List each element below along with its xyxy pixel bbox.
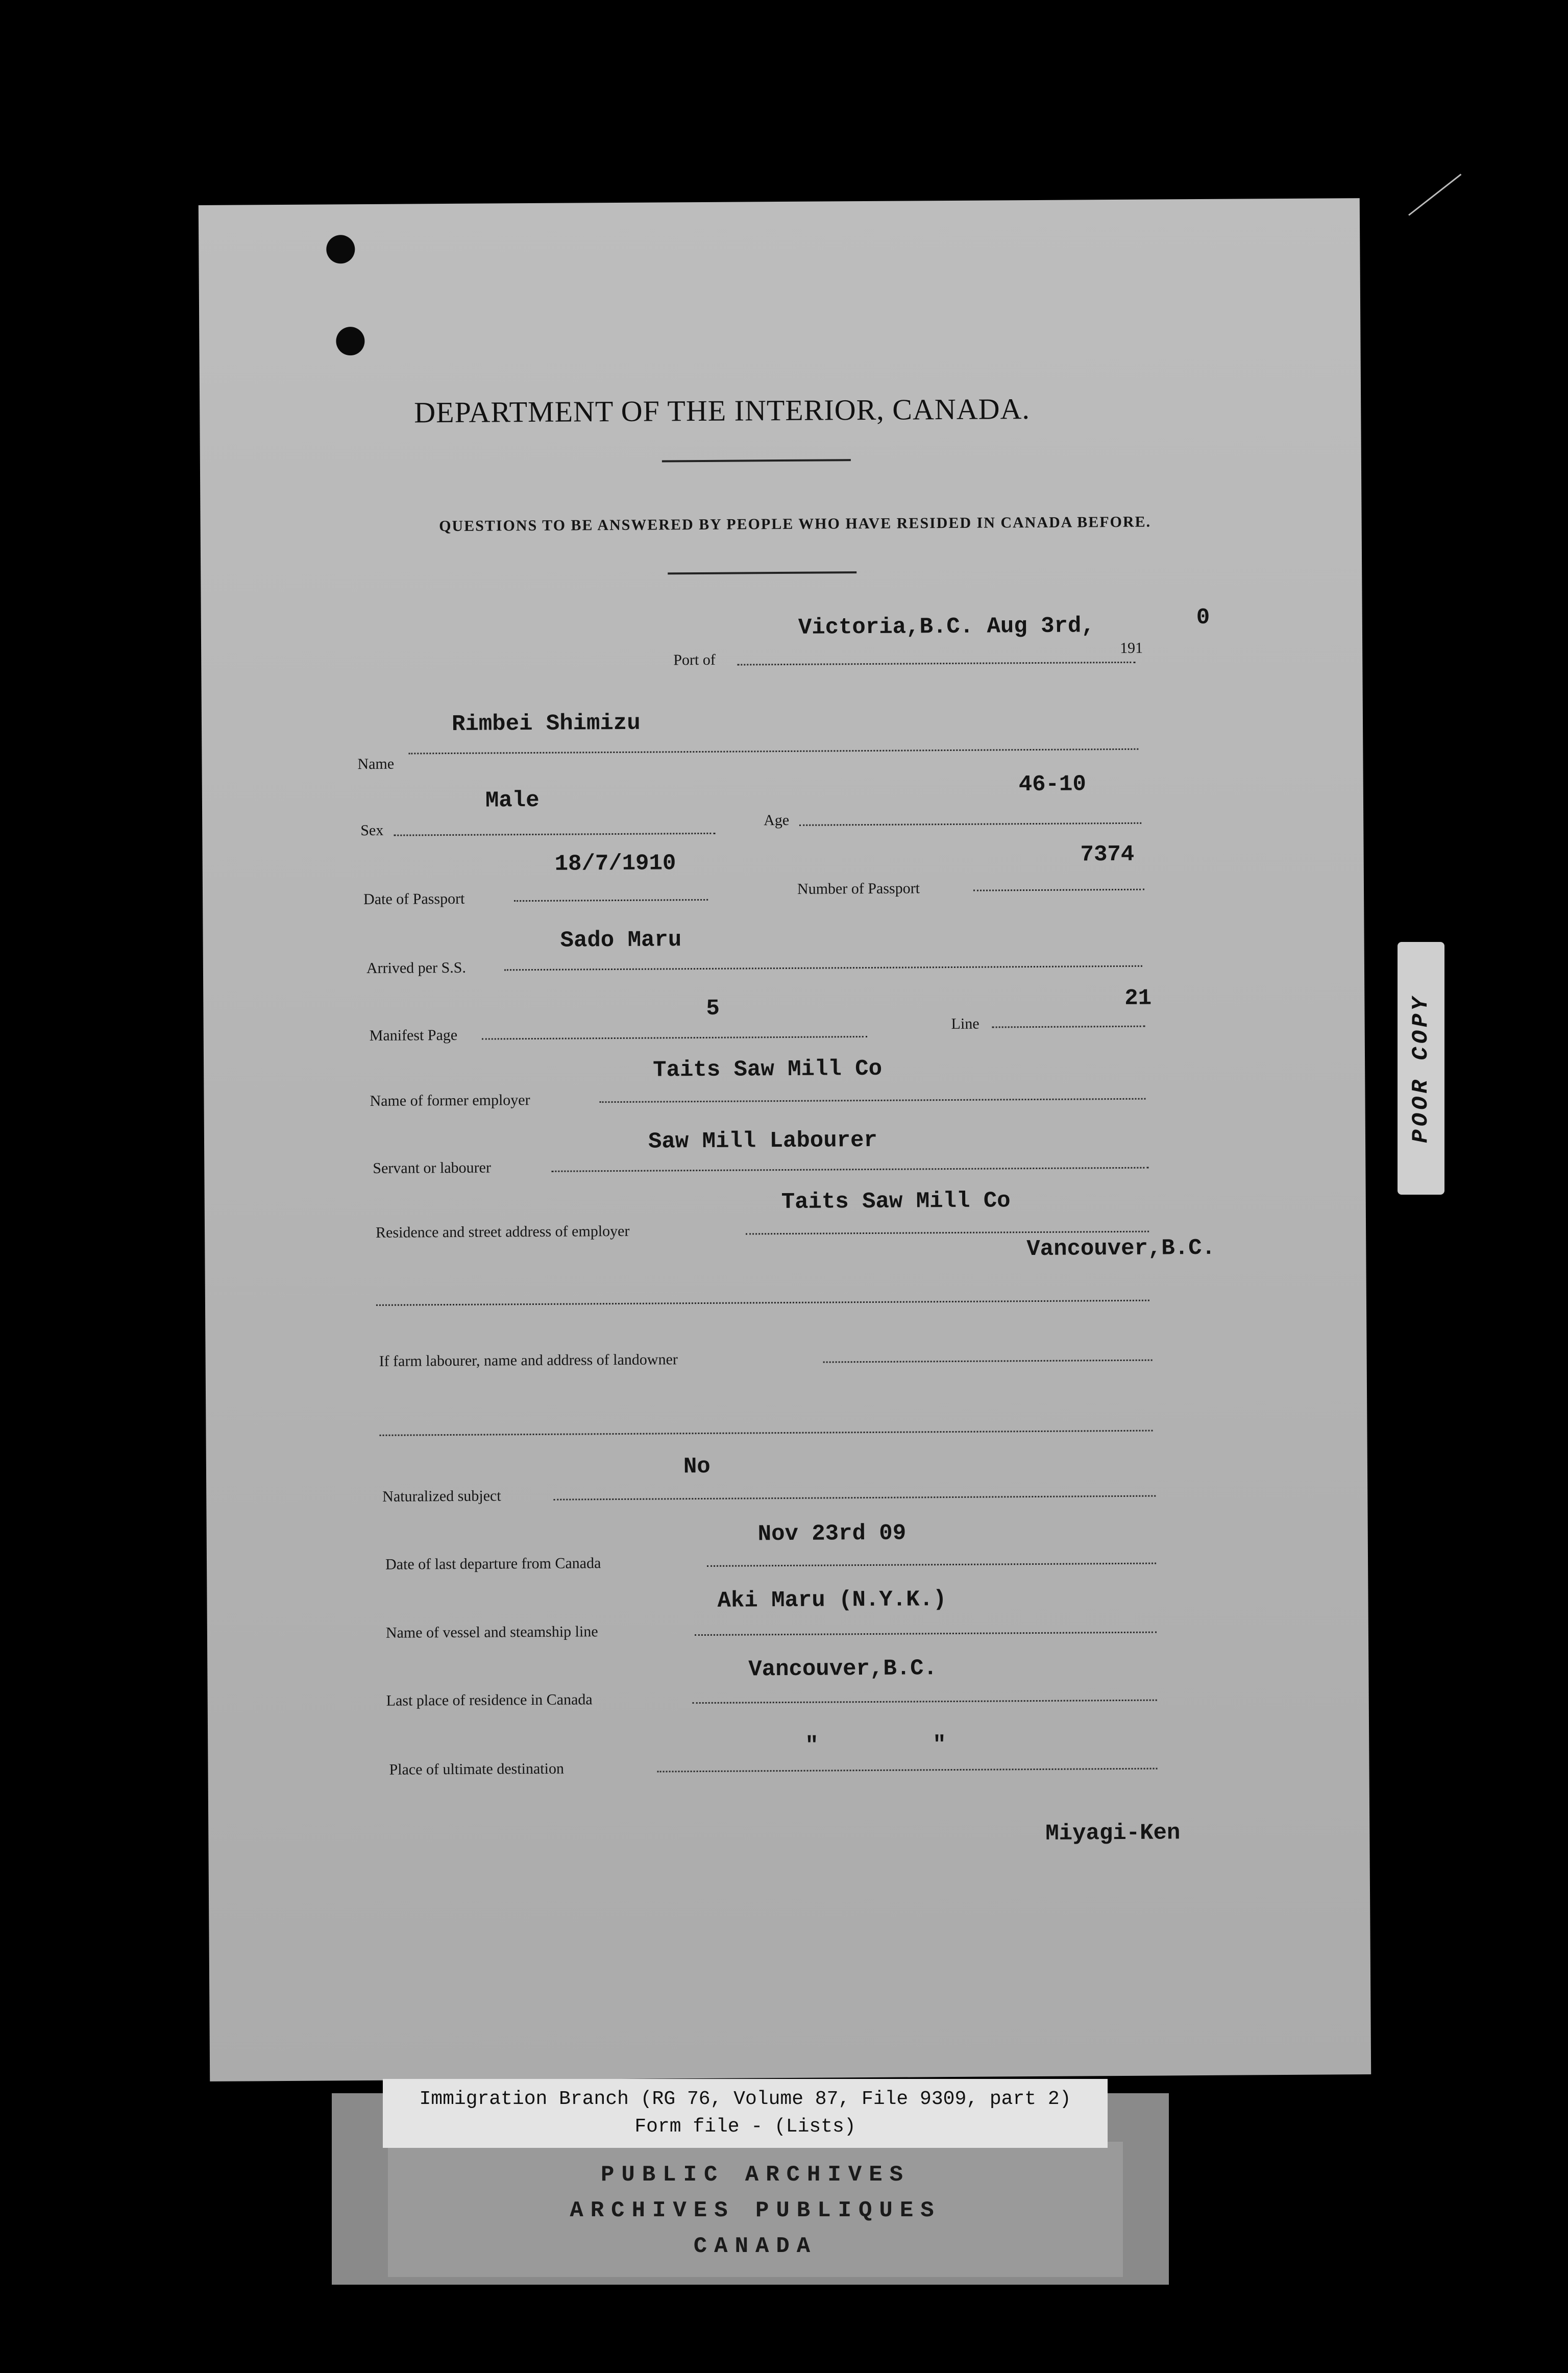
passport-date-value: 18/7/1910	[554, 851, 676, 877]
port-line	[737, 662, 1135, 666]
passport-number-label: Number of Passport	[797, 880, 920, 898]
last-residence-line	[693, 1700, 1157, 1704]
form-sheet	[199, 198, 1371, 2081]
sex-value: Male	[485, 787, 540, 814]
port-value: Victoria,B.C. Aug 3rd,	[798, 613, 1095, 641]
stamp-line-2: ARCHIVES PUBLIQUES	[570, 2198, 941, 2223]
last-departure-label: Date of last departure from Canada	[385, 1555, 601, 1573]
vessel-line	[695, 1632, 1157, 1636]
passport-date-label: Date of Passport	[363, 890, 465, 908]
destination-label: Place of ultimate destination	[389, 1760, 565, 1778]
last-departure-line	[707, 1563, 1156, 1567]
archive-stamp	[388, 2142, 1123, 2277]
arrived-value: Sado Maru	[560, 927, 682, 954]
last-residence-label: Last place of residence in Canada	[386, 1691, 593, 1709]
employer-address-line-2	[376, 1300, 1149, 1306]
archive-slip	[383, 2079, 1108, 2148]
manifest-page-value: 5	[706, 996, 720, 1022]
employer-address-value-1: Taits Saw Mill Co	[781, 1188, 1011, 1216]
name-value: Rimbei Shimizu	[451, 710, 641, 737]
employer-address-label: Residence and street address of employer	[375, 1222, 630, 1241]
farm-labourer-label: If farm labourer, name and address of landowner	[379, 1351, 678, 1370]
manifest-line-line	[992, 1026, 1145, 1028]
destination-value-right: "	[933, 1732, 946, 1758]
manifest-page-label: Manifest Page	[369, 1026, 458, 1044]
manifest-line-value: 21	[1124, 985, 1152, 1011]
destination-line	[657, 1768, 1158, 1773]
poor-copy-stamp	[1398, 942, 1444, 1195]
employer-address-value-2: Vancouver,B.C.	[1026, 1235, 1216, 1263]
slip-line-2: Form file - (Lists)	[634, 2116, 856, 2138]
farm-labourer-line	[823, 1360, 1153, 1363]
servant-line	[551, 1167, 1148, 1172]
manifest-page-line	[482, 1036, 867, 1040]
form-title: DEPARTMENT OF THE INTERIOR, CANADA.	[414, 392, 1031, 429]
last-departure-value: Nov 23rd 09	[757, 1520, 906, 1547]
former-employer-label: Name of former employer	[370, 1092, 530, 1109]
sex-label: Sex	[360, 821, 384, 839]
last-residence-value: Vancouver,B.C.	[748, 1656, 938, 1683]
manifest-line-label: Line	[951, 1015, 979, 1033]
employer-address-line	[746, 1231, 1149, 1235]
slip-line-1: Immigration Branch (RG 76, Volume 87, File 9309, part 2)	[419, 2088, 1071, 2110]
passport-number-line	[973, 889, 1144, 891]
year-prefix: 191	[1120, 639, 1143, 657]
age-label: Age	[764, 811, 790, 829]
naturalized-line	[553, 1495, 1156, 1500]
punch-hole	[326, 235, 355, 263]
form-subtitle: QUESTIONS TO BE ANSWERED BY PEOPLE WHO HAVE RESIDED IN CANADA BEFORE.	[439, 513, 1152, 535]
destination-value-left: "	[805, 1733, 819, 1759]
arrived-label: Arrived per S.S.	[366, 959, 467, 977]
vessel-label: Name of vessel and steamship line	[385, 1623, 598, 1641]
farm-labourer-line-2	[380, 1430, 1153, 1436]
port-label: Port of	[673, 651, 716, 669]
arrived-line	[504, 965, 1142, 971]
poor-copy-text: POOR COPY	[1408, 994, 1434, 1143]
origin-value: Miyagi-Ken	[1045, 1820, 1181, 1847]
servant-label: Servant or labourer	[373, 1159, 492, 1177]
passport-number-value: 7374	[1080, 841, 1135, 868]
stamp-line-1: PUBLIC ARCHIVES	[600, 2162, 911, 2188]
vessel-value: Aki Maru (N.Y.K.)	[717, 1587, 947, 1614]
sex-line	[394, 833, 715, 836]
film-scratch	[1408, 174, 1461, 215]
name-label: Name	[357, 755, 395, 773]
punch-hole	[336, 327, 364, 355]
former-employer-value: Taits Saw Mill Co	[653, 1056, 883, 1083]
naturalized-value: No	[683, 1454, 710, 1480]
divider	[668, 571, 856, 574]
naturalized-label: Naturalized subject	[382, 1487, 501, 1505]
year-digit: 0	[1196, 604, 1210, 631]
age-line	[799, 822, 1141, 826]
name-line	[408, 748, 1138, 755]
divider	[662, 459, 851, 462]
former-employer-line	[600, 1098, 1146, 1103]
servant-value: Saw Mill Labourer	[648, 1127, 878, 1155]
age-value: 46-10	[1018, 771, 1086, 798]
stamp-line-3: CANADA	[693, 2234, 818, 2259]
passport-date-line	[514, 899, 708, 902]
